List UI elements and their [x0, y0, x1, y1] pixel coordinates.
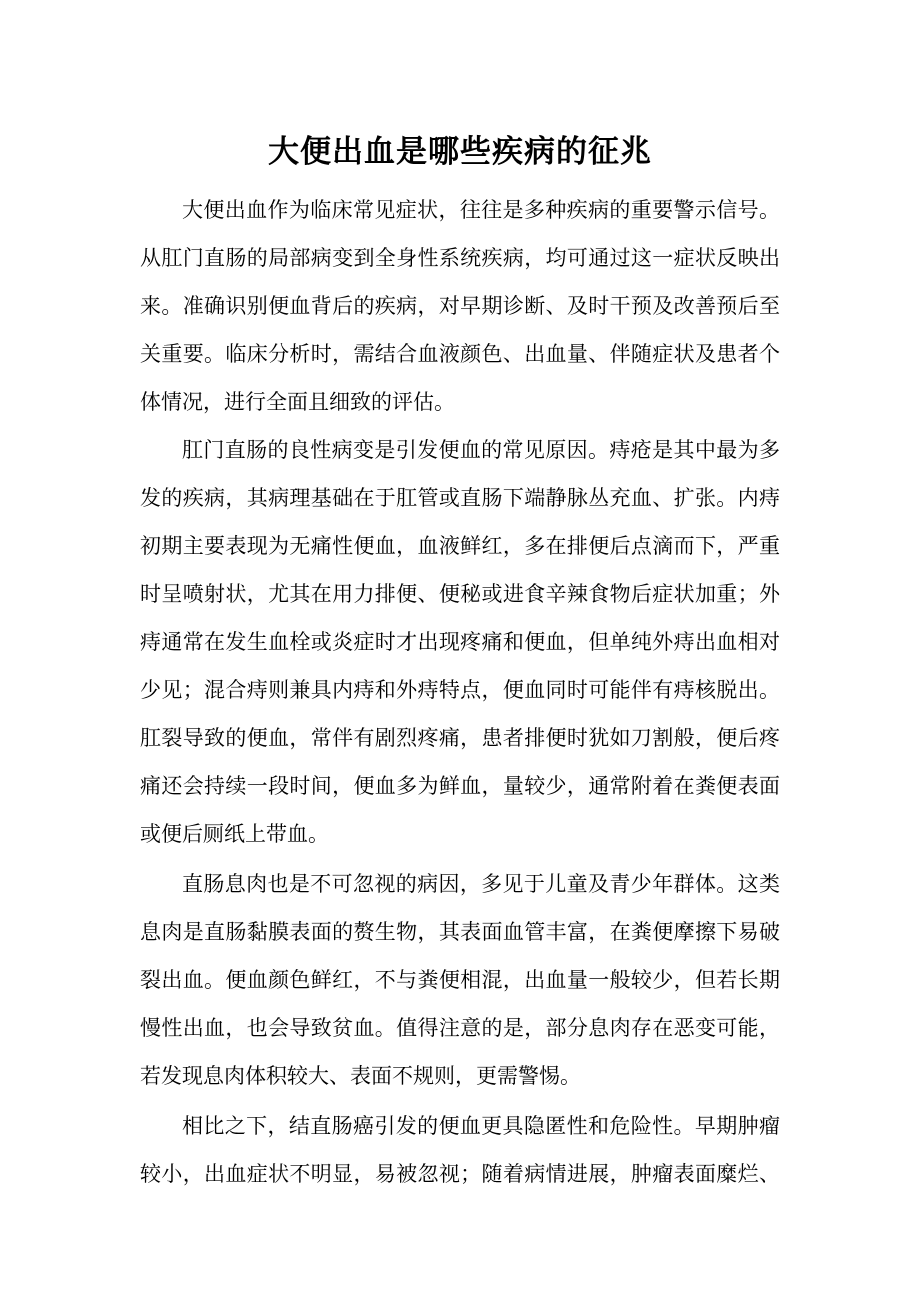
paragraph-line: 慢性出血，也会导致贫血。值得注意的是，部分息肉存在恶变可能， [140, 1016, 780, 1040]
paragraph-line: 来。准确识别便血背后的疾病，对早期诊断、及时干预及改善预后至 [140, 294, 780, 318]
paragraph-line: 体情况，进行全面且细致的评估。 [140, 390, 455, 414]
paragraph-line: 初期主要表现为无痛性便血，血液鲜红，多在排便后点滴而下，严重 [140, 534, 780, 558]
paragraph-line: 痔通常在发生血栓或炎症时才出现疼痛和便血，但单纯外痔出血相对 [140, 630, 780, 654]
paragraph-line: 发的疾病，其病理基础在于肛管或直肠下端静脉丛充血、扩张。内痔 [140, 486, 780, 510]
paragraph-line: 相比之下，结直肠癌引发的便血更具隐匿性和危险性。早期肿瘤 [182, 1114, 780, 1138]
paragraph-line: 直肠息肉也是不可忽视的病因，多见于儿童及青少年群体。这类 [182, 872, 780, 896]
paragraph-line: 痛还会持续一段时间，便血多为鲜血，量较少，通常附着在粪便表面 [140, 774, 780, 798]
paragraph-line: 裂出血。便血颜色鲜红，不与粪便相混，出血量一般较少，但若长期 [140, 968, 780, 992]
paragraph-line: 从肛门直肠的局部病变到全身性系统疾病，均可通过这一症状反映出 [140, 246, 780, 270]
paragraph-line: 肛裂导致的便血，常伴有剧烈疼痛，患者排便时犹如刀割般，便后疼 [140, 726, 780, 750]
paragraph-line: 息肉是直肠黏膜表面的赘生物，其表面血管丰富，在粪便摩擦下易破 [140, 920, 780, 944]
paragraph-line: 大便出血作为临床常见症状，往往是多种疾病的重要警示信号。 [182, 198, 780, 222]
document-title: 大便出血是哪些疾病的征兆 [268, 134, 652, 170]
paragraph-line: 少见；混合痔则兼具内痔和外痔特点，便血同时可能伴有痔核脱出。 [140, 678, 780, 702]
paragraph-line: 较小，出血症状不明显，易被忽视；随着病情进展，肿瘤表面糜烂、 [140, 1162, 780, 1186]
paragraph-line: 关重要。临床分析时，需结合血液颜色、出血量、伴随症状及患者个 [140, 342, 780, 366]
paragraph-line: 或便后厕纸上带血。 [140, 822, 329, 846]
paragraph-line: 时呈喷射状，尤其在用力排便、便秘或进食辛辣食物后症状加重；外 [140, 582, 780, 606]
paragraph-line: 肛门直肠的良性病变是引发便血的常见原因。痔疮是其中最为多 [182, 438, 780, 462]
paragraph-line: 若发现息肉体积较大、表面不规则，更需警惕。 [140, 1064, 581, 1088]
